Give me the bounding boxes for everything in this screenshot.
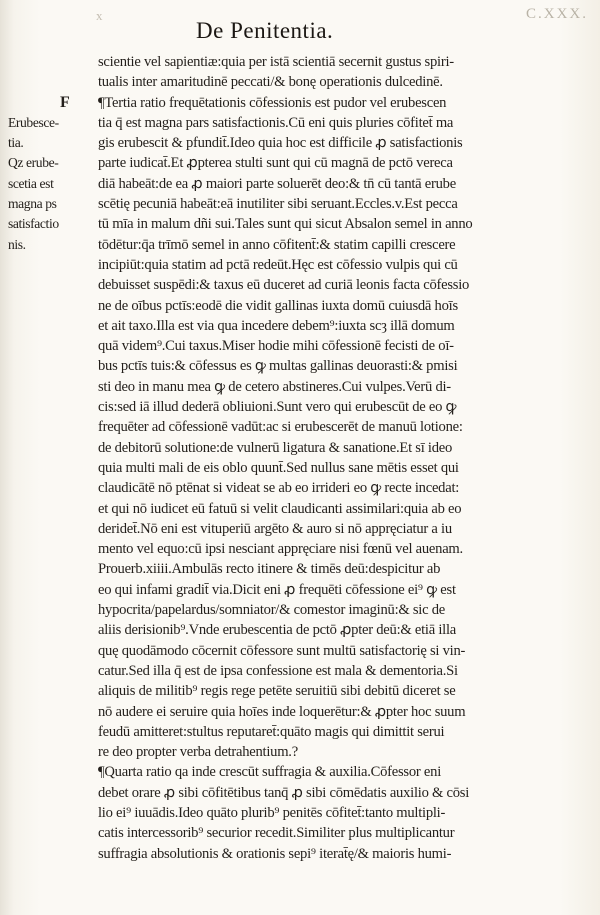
page-top-mark: x [96, 8, 103, 23]
text-block [98, 52, 568, 864]
margin-note: Qz erube- [8, 155, 59, 171]
text-line: frequēter ad cōfessionē vadūt:ac si erubescerēt de manuū lotione: [98, 419, 463, 436]
margin-note: tia. [8, 135, 24, 151]
text-line: hypocrita/papelardus/somniator/& comestor imaginū:& sic de [98, 602, 446, 619]
text-line: deridet̄.Nō eni est vituperiū argēto & auro si nō appręciatur a iu [98, 520, 452, 537]
text-line: sti deo in manu mea ꝙ de cetero abstineres.Cui vulpes.Verū di- [98, 378, 451, 395]
text-line: cis:sed iā illud dederā obliuioni.Sunt vero qui erubescūt de eo ꝙ [98, 399, 457, 416]
text-line: ne de oībus pctīs:eodē die vidit gallinas iuxta domū cuiusdā hoīs [98, 297, 458, 314]
text-line: parte iudicat̄.Et ꝓpterea stulti sunt qui cū magnā de pctō vereca [98, 155, 453, 172]
section-letter: F [60, 93, 70, 111]
text-line: incipiūt:quia statim ad pctā redeūt.Hęc est cōfessio vulpis qui cū [98, 256, 458, 273]
text-line: debuisset suspēdi:& taxus eū duceret ad curiā leonis facta cōfessio [98, 277, 470, 294]
margin-note [8, 52, 100, 72]
text-line: ¶Tertia ratio frequētationis cōfessionis est pudor vel erubescen [98, 94, 447, 111]
text-line: catis intercessorib⁹ securior recedit.Similiter plus multiplicantur [98, 825, 455, 842]
text-line: ¶Quarta ratio qa inde crescūt suffragia & auxilia.Cōfessor eni [98, 764, 441, 781]
text-line: et ait taxo.Illa est via qua incedere debem⁹:iuxta scȝ illā domum [98, 317, 455, 334]
text-line: lio ei⁹ iuuādis.Ideo quāto plurib⁹ penitēs cōfitet̄:tanto multipli- [98, 804, 446, 821]
text-line: feudū amitteret:stultus reputaret̄:quāto magis qui dimittit serui [98, 723, 445, 740]
text-line: aliis derisionib⁹.Vnde erubescentia de pctō ꝓpter deū:& etiā illa [98, 622, 456, 639]
margin-note: satisfactio [8, 216, 59, 232]
text-line: mento vel equo:cū ipsi nesciant appręciare nisi fœnū vel auenam. [98, 541, 463, 558]
text-line: scētię pecuniā habeāt:eā inutiliter sibi seruant.Eccles.v.Est pecca [98, 196, 458, 213]
margin-notes [8, 52, 100, 255]
text-line: eo qui infami gradit̄ via.Dicit eni ꝓ frequēti cōfessione ei⁹ ꝙ est [98, 581, 456, 598]
text-line: re deo propter verba detrahentium.? [98, 744, 298, 761]
running-head: De Penitentia. [196, 18, 334, 43]
text-line: diā habeāt:de ea ꝓ maiori parte soluerēt deo:& tn̄ cū tantā erube [98, 175, 456, 192]
text-line: tualis inter amaritudinē peccati/& bonę operationis dulcedinē. [98, 74, 443, 91]
text-line: tia q̄ est magna pars satisfactionis.Cū eni quis pluries cōfitet̄ ma [98, 114, 454, 131]
text-line: scientie vel sapientiæ:quia per istā scientiā secernit gustus spiri- [98, 54, 454, 70]
text-line: gis erubescit & pfundit̄.Ideo quia hoc est difficile ꝓ satisfactionis [98, 135, 463, 152]
text-line: aliquis de militib⁹ regis rege petēte seruitiū sibi debitū diceret se [98, 683, 456, 700]
text-line: quā videm⁹.Cui taxus.Miser hodie mihi cōfessionē fecisti de oī- [98, 338, 454, 355]
text-line: quę quodāmodo cōcernit cōfessore sunt multū satisfactorię si vin- [98, 642, 466, 659]
margin-note: Erubesce- [8, 114, 59, 130]
text-line: quia multi mali de eis oblo quunt̄.Sed nullus sane mētis esset qui [98, 459, 459, 476]
margin-note: magna ps [8, 196, 57, 212]
folio-number: C.XXX. [525, 6, 588, 22]
text-line: catur.Sed illa q̄ est de ipsa confessione est mala & dementoria.Si [98, 662, 458, 679]
text-line: nō audere ei seruire quia hoīes inde loquerētur:& ꝓpter hoc suum [98, 703, 466, 720]
margin-note: nis. [8, 236, 26, 252]
text-line: tōdētur:q̄a trīmō semel in anno cōfitent̄:& statim capilli crescere [98, 236, 456, 253]
text-line: et qui nō iudicet eū fatuū si velit claudicanti assimilari:quia ab eo [98, 500, 462, 517]
text-line: suffragia absolutionis & orationis sepi⁹ iterat̄ę/& maioris humi- [98, 845, 452, 862]
text-line: bus pctīs tuis:& cōfessus es ꝙ multas gallinas deuorasti:& pmisi [98, 358, 458, 375]
text-line: tū mīa in malum dñi sui.Tales sunt qui sicut Absalon semel in anno [98, 216, 473, 233]
text-line: de debitorū solutione:de vulnerū ligatura & sanatione.Et sī ideo [98, 439, 453, 456]
margin-note: scetia est [8, 175, 54, 191]
text-line: debet orare ꝓ sibi cōfitētibus tanq̄ ꝓ sibi cōmēdatis auxilio & cōsi [98, 784, 470, 801]
text-line: Prouerb.xiiii.Ambulās recto itinere & timēs deū:despicitur ab [98, 561, 441, 578]
margin-note [8, 72, 100, 92]
text-line: claudicātē nō ptēnat si videat se ab eo irrideri eo ꝙ recte incedat: [98, 480, 460, 497]
